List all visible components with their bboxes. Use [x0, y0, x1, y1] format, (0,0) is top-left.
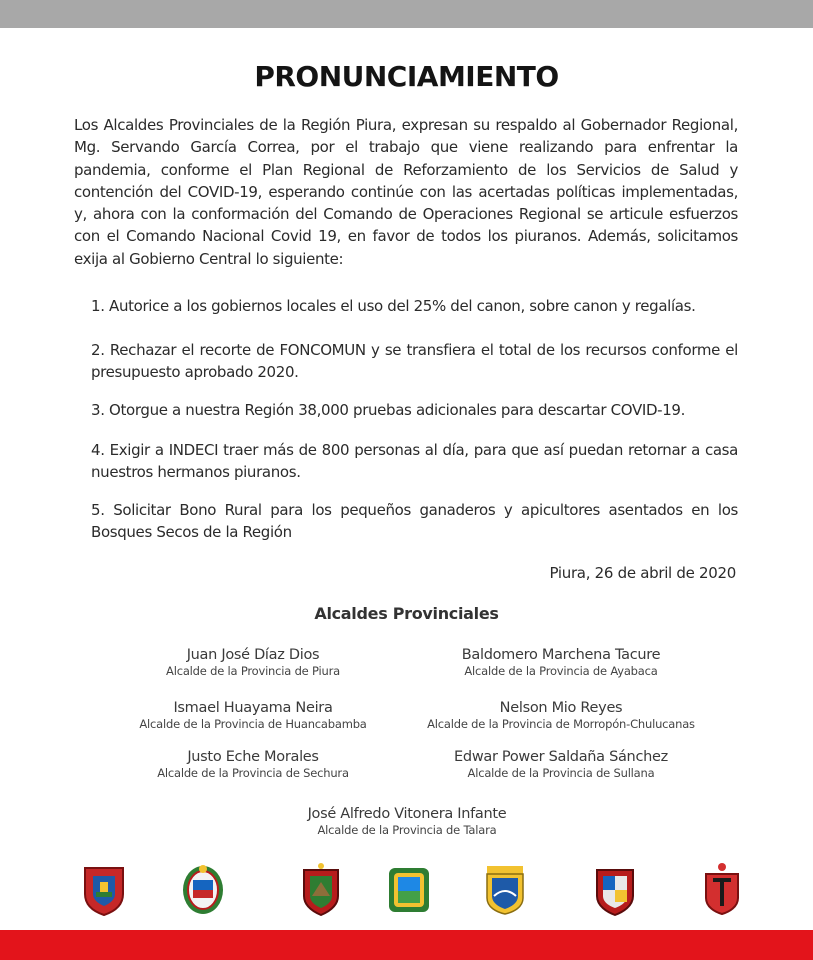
list-item: 3. Otorgue a nuestra Región 38,000 pruebas adicionales para descartar COVID-19.	[91, 401, 686, 419]
huancabamba-shield-icon	[298, 862, 344, 916]
signatory-role: Alcalde de la Provincia de Piura	[166, 664, 340, 678]
signatories-header: Alcaldes Provinciales	[314, 604, 499, 623]
signatory-name: Juan José Díaz Dios	[186, 647, 320, 663]
signatory	[411, 748, 711, 781]
list-item: 2. Rechazar el recorte de FONCOMUN y se transfiera el total de los recursos conforme el presupuesto aprobado 2020.	[91, 341, 738, 381]
list-item: 1. Autorice a los gobiernos locales el uso del 25% del canon, sobre canon y regalías.	[91, 297, 696, 315]
sechura-shield-icon	[482, 862, 528, 916]
signatory-name: Edwar Power Saldaña Sánchez	[454, 749, 668, 765]
signatory	[411, 646, 711, 679]
morropon-shield-icon	[386, 862, 432, 916]
signatory-role: Alcalde de la Provincia de Morropón-Chulucanas	[427, 717, 695, 731]
list-item: 5. Solicitar Bono Rural para los pequeños ganaderos y apicultores asentados en los Bosques Secos de la Región	[91, 501, 738, 541]
talara-shield-icon	[699, 862, 745, 916]
signatory	[103, 748, 403, 781]
list-item: 4. Exigir a INDECI traer más de 800 personas al día, para que así puedan retornar a casa nuestros hermanos piuranos.	[91, 441, 738, 481]
signatory-name: José Alfredo Vitonera Infante	[307, 806, 507, 822]
signatory-name: Nelson Mio Reyes	[499, 700, 623, 716]
signatory-role: Alcalde de la Provincia de Huancabamba	[139, 717, 367, 731]
bottom-bar	[0, 930, 813, 960]
piura-shield-icon	[81, 862, 127, 916]
signatory	[103, 646, 403, 679]
signatory-role: Alcalde de la Provincia de Talara	[317, 823, 497, 837]
document-date: Piura, 26 de abril de 2020	[549, 564, 736, 582]
signatory-name: Baldomero Marchena Tacure	[461, 647, 661, 663]
signatory	[411, 699, 711, 732]
intro-paragraph: Los Alcaldes Provinciales de la Región Piura, expresan su respaldo al Gobernador Regional, Mg. Servando García Correa, por el trabajo que viene realizando para enfrentar la pandemia, conforme el Plan Regional de Reforzamiento de los Servicios de Salud y contención del COVID-19, esperando continúe con las acertadas políticas implementadas, y, ahora con la conformación del Comando de Operaciones Regional se articule esfuerzos con el Comando Nacional Covid 19, en favor de todos los piuranos. Además, solicitamos exija al Gobierno Central lo siguiente:	[74, 116, 738, 268]
signatory-name: Justo Eche Morales	[187, 749, 319, 765]
signatory	[257, 805, 557, 838]
signatory	[103, 699, 403, 732]
municipal-shields-row	[0, 862, 813, 918]
document-title: PRONUNCIAMIENTO	[254, 60, 559, 93]
signatory-role: Alcalde de la Provincia de Ayabaca	[464, 664, 658, 678]
signatory-role: Alcalde de la Provincia de Sechura	[157, 766, 349, 780]
sullana-shield-icon	[592, 862, 638, 916]
top-bar	[0, 0, 813, 28]
signatory-name: Ismael Huayama Neira	[173, 700, 333, 716]
ayabaca-shield-icon	[180, 862, 226, 916]
signatory-role: Alcalde de la Provincia de Sullana	[467, 766, 655, 780]
